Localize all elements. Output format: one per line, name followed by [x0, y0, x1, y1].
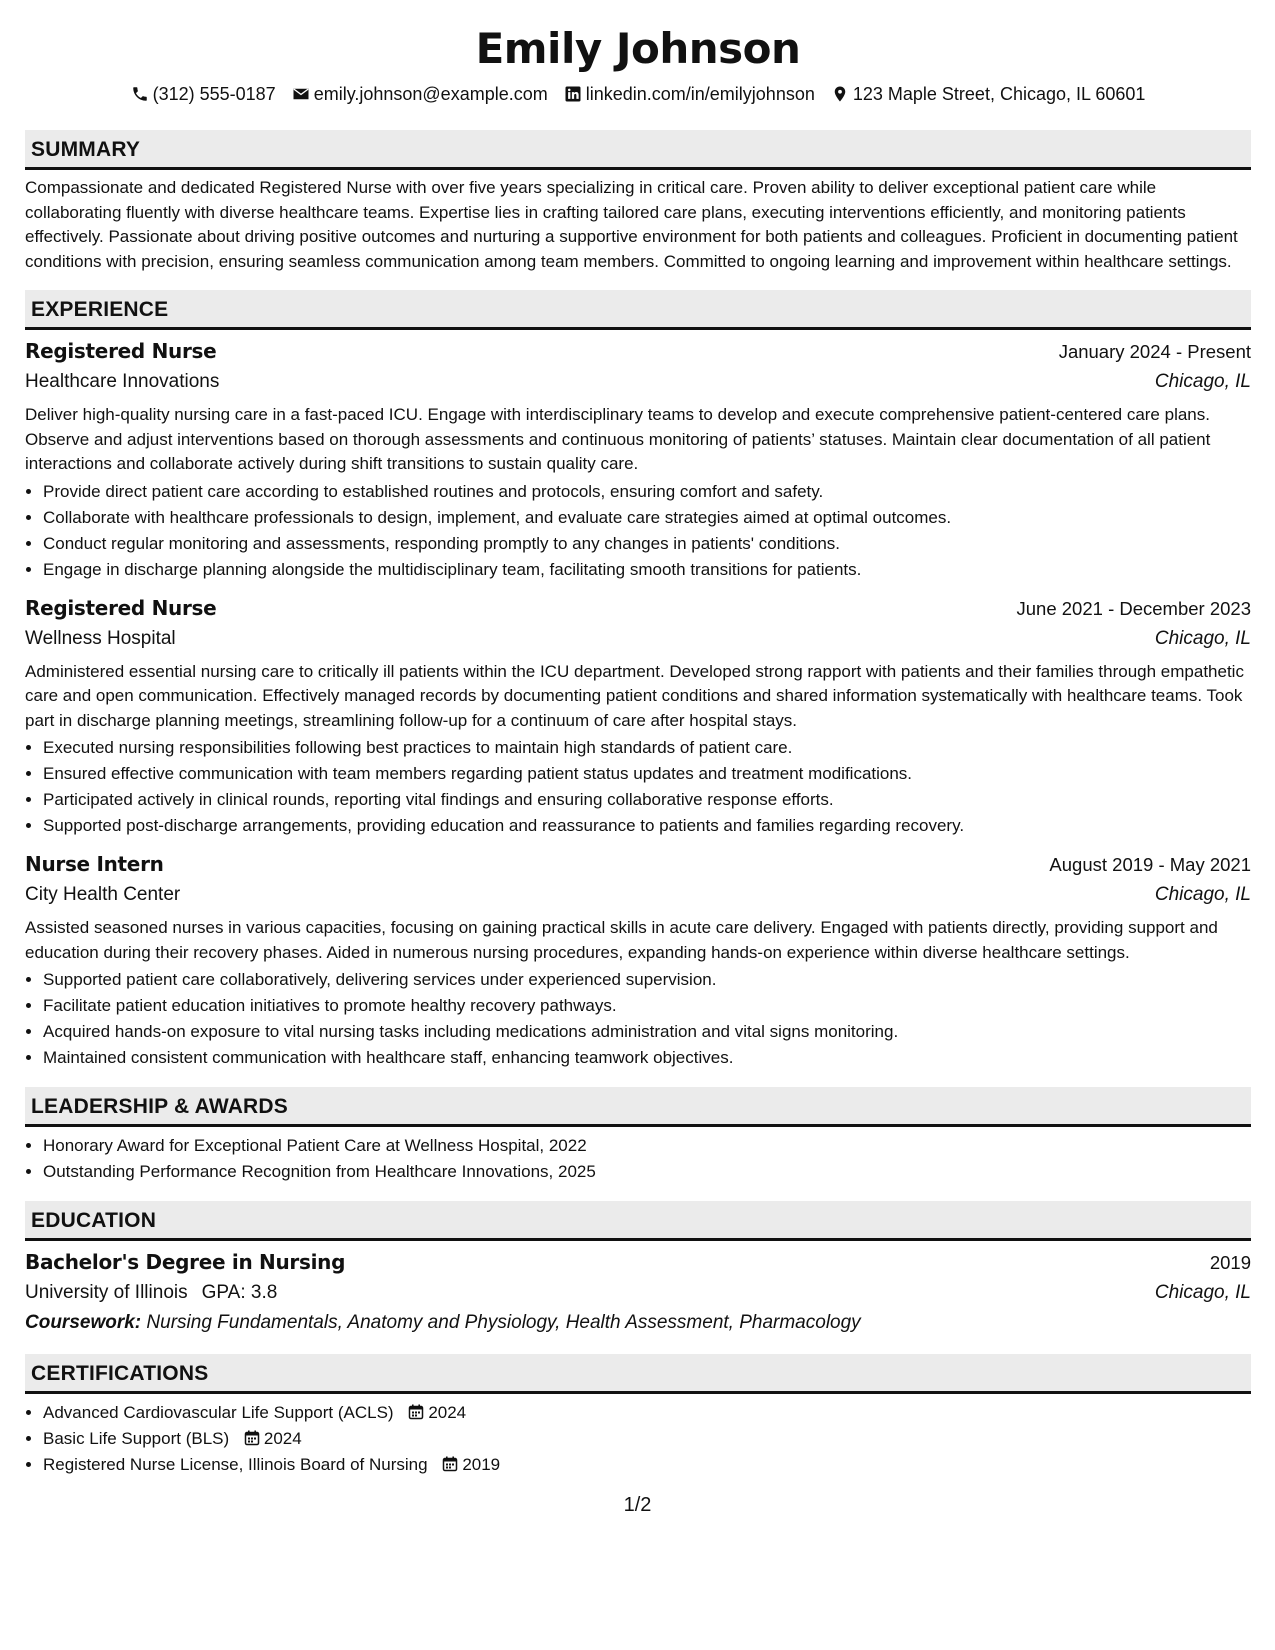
job-location: Chicago, IL — [1154, 884, 1251, 905]
list-item — [43, 1426, 1251, 1452]
contact-bar — [25, 82, 1251, 106]
address-text: 123 Maple Street, Chicago, IL 60601 — [852, 84, 1146, 104]
summary-section — [25, 130, 1251, 274]
gpa-text: GPA: 3.8 — [201, 1282, 278, 1303]
contact-phone[interactable] — [131, 82, 276, 106]
job-dates: June 2021 - December 2023 — [1016, 597, 1251, 619]
list-item: • Collaborate with healthcare professionals to design, implement, and evaluate care strategies aimed at optimal outcomes. — [43, 505, 1251, 531]
graduation-year: 2019 — [1209, 1252, 1251, 1273]
job-entry — [25, 849, 1251, 1071]
list-item: • Outstanding Performance Recognition from Healthcare Innovations, 2025 — [43, 1159, 1251, 1185]
job-bullets — [25, 735, 1251, 839]
list-item — [43, 1452, 1251, 1478]
list-item: • Provide direct patient care according to established routines and protocols, ensuring comfort and safety. — [43, 479, 1251, 505]
job-description: Assisted seasoned nurses in various capacities, focusing on gaining practical skills in acute care delivery. Engaged with patients directly, providing support and education during their recovery phases. Aided in numerous nursing procedures, expanding hands-on experience within diverse healthcare settings. — [25, 918, 1218, 962]
certification-name: Advanced Cardiovascular Life Support (ACLS) — [43, 1403, 394, 1422]
section-heading: SUMMARY — [25, 130, 1251, 170]
contact-address — [831, 82, 1146, 106]
job-bullets — [25, 967, 1251, 1071]
linkedin-icon — [564, 85, 582, 103]
list-item: • Participated actively in clinical rounds, reporting vital findings and ensuring collaborative response efforts. — [43, 787, 1251, 813]
job-dates: August 2019 - May 2021 — [1049, 854, 1251, 875]
coursework-label: Coursework: — [25, 1312, 142, 1333]
job-entry — [25, 336, 1251, 583]
list-item: • Executed nursing responsibilities following best practices to maintain high standards of patient care. — [43, 735, 1251, 761]
job-title: Registered Nurse — [25, 339, 217, 363]
job-organization: Healthcare Innovations — [25, 371, 220, 392]
certification-year: 2019 — [462, 1455, 501, 1474]
job-location: Chicago, IL — [1154, 371, 1251, 392]
list-item — [43, 1400, 1251, 1426]
job-description: Administered essential nursing care to critically ill patients within the ICU department. Developed strong rapport with patients and their families through empathetic care and open communication. Effectively managed records by documenting patient conditions and shared information systematically with healthcare teams. Took part in discharge planning meetings, streamlining follow-up for a continuum of care after hospital stays. — [25, 661, 1244, 730]
calendar-icon — [244, 1430, 260, 1446]
contact-email[interactable] — [292, 82, 548, 106]
phone-text: (312) 555-0187 — [152, 84, 276, 104]
certifications-section — [25, 1354, 1251, 1478]
job-description: Deliver high-quality nursing care in a fast-paced ICU. Engage with interdisciplinary teams to develop and execute comprehensive patient-centered care plans. Observe and adjust interventions based on thorough assessments and continuous monitoring of patients’ statuses. Maintain clear documentation of all patient interactions and collaborate actively during shift transitions to sustain quality care. — [25, 405, 1211, 473]
candidate-name: Emily Johnson — [475, 24, 801, 73]
envelope-icon — [292, 85, 310, 103]
page-number: 1/2 — [623, 1494, 652, 1516]
certifications-list — [25, 1400, 1251, 1478]
phone-icon — [131, 85, 149, 103]
job-title: Nurse Intern — [25, 852, 164, 876]
job-organization: City Health Center — [25, 884, 181, 905]
section-heading: LEADERSHIP & AWARDS — [25, 1087, 1251, 1127]
job-organization: Wellness Hospital — [25, 627, 176, 649]
awards-list — [25, 1133, 1251, 1185]
job-bullets — [25, 479, 1251, 583]
email-text: emily.johnson@example.com — [313, 84, 548, 104]
certification-year: 2024 — [428, 1403, 467, 1422]
section-heading: CERTIFICATIONS — [25, 1354, 1251, 1394]
job-entry — [25, 593, 1251, 840]
section-heading: EDUCATION — [25, 1201, 1251, 1241]
coursework-text: Nursing Fundamentals, Anatomy and Physiology, Health Assessment, Pharmacology — [146, 1312, 861, 1333]
job-dates: January 2024 - Present — [1058, 341, 1251, 362]
coursework-line — [25, 1308, 1251, 1338]
calendar-icon — [442, 1456, 458, 1472]
job-location: Chicago, IL — [1154, 627, 1251, 649]
job-title: Registered Nurse — [25, 595, 217, 620]
certification-name: Registered Nurse License, Illinois Board of Nursing — [43, 1455, 428, 1474]
experience-section — [25, 290, 1251, 1071]
list-item: • Engage in discharge planning alongside the multidisciplinary team, facilitating smooth transitions for patients. — [43, 557, 1251, 583]
list-item: • Conduct regular monitoring and assessments, responding promptly to any changes in patients' conditions. — [43, 531, 1251, 557]
list-item: • Maintained consistent communication with healthcare staff, enhancing teamwork objectives. — [43, 1045, 1251, 1071]
section-heading: EXPERIENCE — [25, 290, 1251, 330]
linkedin-text: linkedin.com/in/emilyjohnson — [585, 84, 815, 104]
contact-linkedin[interactable] — [564, 82, 815, 106]
degree-title: Bachelor's Degree in Nursing — [25, 1250, 346, 1274]
leadership-section — [25, 1087, 1251, 1185]
education-section — [25, 1201, 1251, 1338]
certification-name: Basic Life Support (BLS) — [43, 1429, 230, 1448]
school-name: University of Illinois — [25, 1282, 188, 1303]
list-item: • Ensured effective communication with team members regarding patient status updates and treatment modifications. — [43, 761, 1251, 787]
list-item: • Supported patient care collaboratively, delivering services under experienced supervision. — [43, 967, 1251, 993]
list-item: • Honorary Award for Exceptional Patient Care at Wellness Hospital, 2022 — [43, 1133, 1251, 1159]
certification-year: 2024 — [263, 1429, 302, 1448]
list-item: • Supported post-discharge arrangements, providing education and reassurance to patients and families regarding recovery. — [43, 813, 1251, 839]
list-item: • Acquired hands-on exposure to vital nursing tasks including medications administration and vital signs monitoring. — [43, 1019, 1251, 1045]
list-item: • Facilitate patient education initiatives to promote healthy recovery pathways. — [43, 993, 1251, 1019]
school-location: Chicago, IL — [1154, 1282, 1251, 1303]
summary-text: Compassionate and dedicated Registered Nurse with over five years specializing in critical care. Proven ability to deliver exceptional patient care while collaborating fluently with diverse healthcare teams. Expertise lies in crafting tailored care plans, executing interventions efficiently, and monitoring patients effectively. Passionate about driving positive outcomes and nurturing a supportive environment for both patients and colleagues. Proficient in documenting patient conditions with precision, ensuring seamless communication among team members. Committed to ongoing learning and improvement within healthcare settings. — [25, 178, 1238, 271]
map-pin-icon — [831, 85, 849, 103]
calendar-icon — [408, 1404, 424, 1420]
